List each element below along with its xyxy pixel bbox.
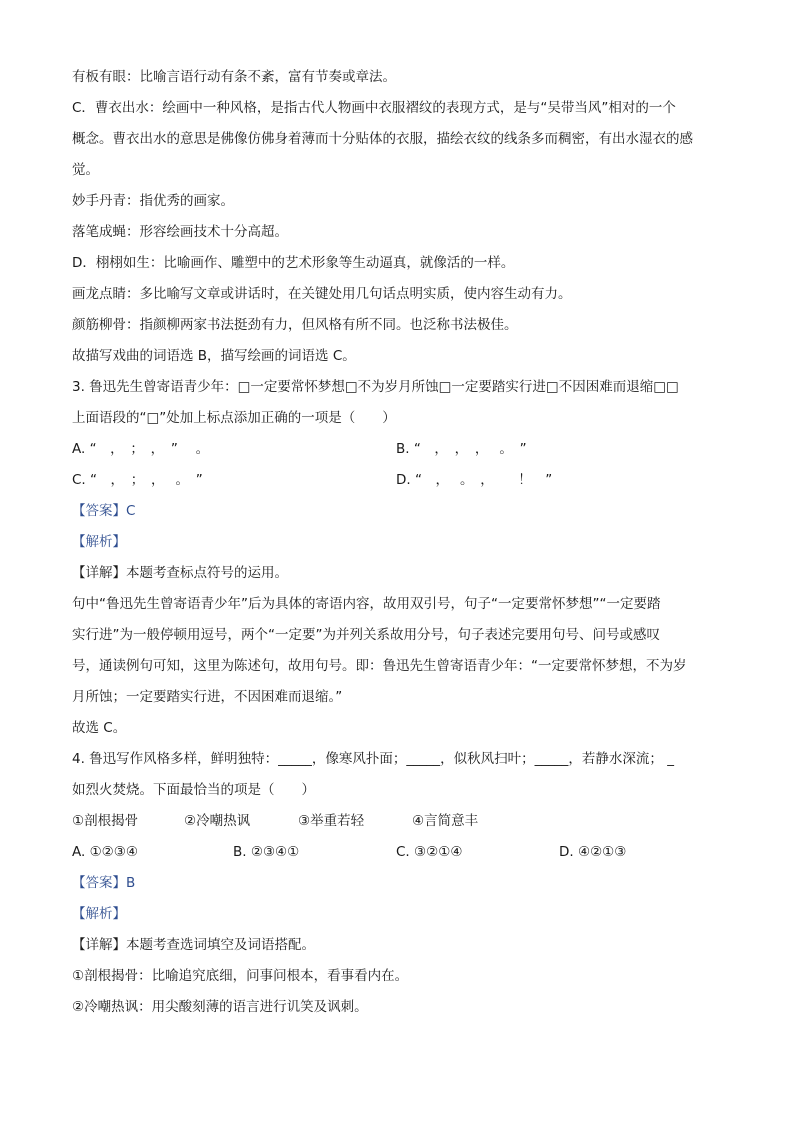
text-line: 句中“鲁迅先生曾寄语青少年”后为具体的寄语内容，故用双引号，句子“一定要常怀梦想”“一定要踏: [72, 596, 661, 612]
option-c: C. “ ， ； ， 。 ”: [72, 472, 203, 488]
text-line: 【详解】本题考查选词填空及词语搭配。: [72, 937, 315, 953]
question-4-word-list: [72, 806, 732, 837]
question-4-stem: 4. 鲁迅写作风格多样，鲜明独特：_____，像寒风扑面；_____，似秋风扫叶；_____，若静水深流； _: [72, 751, 674, 767]
text-line: 故选 C。: [72, 720, 127, 736]
option-d: D. ④②①③: [559, 844, 627, 860]
text-line: 觉。: [72, 162, 99, 178]
text-line: ②冷嘲热讽：用尖酸刻薄的语言进行讥笑及讽刺。: [72, 999, 368, 1015]
word-1: ①剖根揭骨: [72, 813, 139, 829]
question-3-options-row-2: [72, 465, 732, 496]
answer-label: 【答案】B: [72, 875, 136, 891]
word-3: ③举重若轻: [298, 813, 365, 829]
text-line: 有板有眼：比喻言语行动有条不紊，富有节奏或章法。: [72, 69, 396, 85]
text-line: 【详解】本题考查标点符号的运用。: [72, 565, 288, 581]
question-3-stem: 3. 鲁迅先生曾寄语青少年：□一定要常怀梦想□不为岁月所蚀□一定要踏实行进□不因困难而退缩□□: [72, 379, 679, 395]
text-line: 画龙点睛：多比喻写文章或讲话时，在关键处用几句话点明实质，使内容生动有力。: [72, 286, 572, 302]
answer-label: 【答案】C: [72, 503, 136, 519]
text-line: ①剖根揭骨：比喻追究底细，问事问根本，看事看内在。: [72, 968, 409, 984]
option-b: B. “ ， ， ， 。 ”: [396, 441, 527, 457]
analysis-label: 【解析】: [72, 534, 126, 550]
option-d: D. “ ， 。 ， ！ ”: [396, 472, 553, 488]
option-a: A. ①②③④: [72, 844, 138, 860]
question-3-prompt: 上面语段的“□”处加上标点添加正确的一项是（ ）: [72, 410, 396, 426]
text-line: 颜筋柳骨：指颜柳两家书法挺劲有力，但风格有所不同。也泛称书法极佳。: [72, 317, 518, 333]
question-3-options-row-1: [72, 434, 732, 465]
text-line: C．曹衣出水：绘画中一种风格，是指古代人物画中衣服褶纹的表现方式，是与“吴带当风”相对的一个: [72, 100, 676, 116]
text-line: 月所蚀；一定要踏实行进，不因困难而退缩。”: [72, 689, 343, 705]
text-line: D．栩栩如生：比喻画作、雕塑中的艺术形象等生动逼真，就像活的一样。: [72, 255, 515, 271]
text-line: 概念。曹衣出水的意思是佛像仿佛身着薄而十分贴体的衣服，描绘衣纹的线条多而稠密，有出水湿衣的感: [72, 131, 693, 147]
question-4-options-row: [72, 837, 732, 868]
option-a: A. “ ， ； ， ” 。: [72, 441, 210, 457]
option-c: C. ③②①④: [396, 844, 463, 860]
text-line: 故描写戏曲的词语选 B，描写绘画的词语选 C。: [72, 348, 356, 364]
option-b: B. ②③④①: [233, 844, 300, 860]
word-4: ④言简意丰: [412, 813, 479, 829]
analysis-label: 【解析】: [72, 906, 126, 922]
text-line: 落笔成蝇：形容绘画技术十分高超。: [72, 224, 288, 240]
text-line: 号，通读例句可知，这里为陈述句，故用句号。即：鲁迅先生曾寄语青少年：“一定要常怀梦想，不为岁: [72, 658, 687, 674]
text-line: 实行进”为一般停顿用逗号，两个“一定要”为并列关系故用分号，句子表述完要用句号、问号或感叹: [72, 627, 660, 643]
document-page: [72, 62, 732, 1023]
word-2: ②冷嘲热讽: [184, 813, 251, 829]
text-line: 妙手丹青：指优秀的画家。: [72, 193, 234, 209]
question-4-prompt: 如烈火焚烧。下面最恰当的项是（ ）: [72, 782, 315, 798]
